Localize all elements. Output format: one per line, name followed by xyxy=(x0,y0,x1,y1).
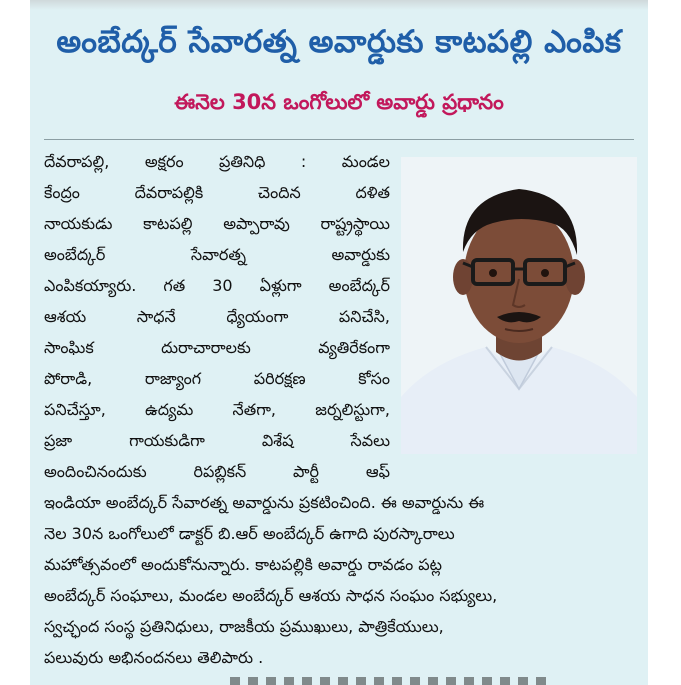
scan-edge xyxy=(30,0,648,10)
body-line: పలువురు అభినందనలు తెలిపారు . xyxy=(44,648,264,667)
headline: అంబేద్కర్ సేవారత్న అవార్డుకు కాటపల్లి ఎంపిక xyxy=(56,24,622,60)
portrait-photo-illustration xyxy=(401,157,637,454)
portrait-photo-icon xyxy=(401,157,637,454)
news-clipping xyxy=(30,0,648,685)
article-body-left xyxy=(44,146,390,487)
body-line: అంబేద్కర్ సంఘాలు, మండల అంబేద్కర్ ఆశయ సాధన సంఘం సభ్యులు, xyxy=(44,586,498,605)
body-line: మహోత్సవంలో అందుకోనున్నారు. కాటపల్లికి అవార్డు రావడం పట్ల xyxy=(44,555,443,574)
body-line: పోరాడి, రాజ్యాంగ పరిరక్షణ కోసం xyxy=(44,369,390,388)
body-line: ప్రజా గాయకుడిగా విశేష సేవలు xyxy=(44,431,390,450)
body-line: సాంఘిక దురాచారాలకు వ్యతిరేకంగా xyxy=(44,338,390,357)
body-line: దేవరాపల్లి, అక్షరం ప్రతినిధి : మండల xyxy=(44,152,390,171)
next-article-fragment xyxy=(230,677,550,685)
body-line: స్వచ్ఛంద సంస్థ ప్రతినిధులు, రాజకీయ ప్రముఖులు, పాత్రికేయులు, xyxy=(44,617,444,636)
divider xyxy=(44,139,634,140)
article-body-bottom xyxy=(44,487,636,673)
subheadline: ఈనెల 30న ఒంగోలులో అవార్డు ప్రధానం xyxy=(174,90,504,114)
body-line: అంబేద్కర్ సేవారత్న అవార్డుకు xyxy=(44,245,390,264)
body-line: ఎంపికయ్యారు. గత 30 ఏళ్లుగా అంబేద్కర్ xyxy=(44,276,390,295)
body-line: నెల 30న ఒంగోలులో డాక్టర్ బి.ఆర్ అంబేద్కర్ ఉగాది పురస్కారాలు xyxy=(44,524,455,543)
body-line: అందించినందుకు రిపబ్లికన్ పార్టీ ఆఫ్ xyxy=(44,462,390,481)
body-line: కేంద్రం దేవరాపల్లికి చెందిన దళిత xyxy=(44,183,390,202)
body-line: నాయకుడు కాటపల్లి అప్పారావు రాష్ట్రస్థాయి xyxy=(44,214,390,233)
body-line: ఆశయ సాధనే ధ్యేయంగా పనిచేసి, xyxy=(44,307,390,326)
body-line: పనిచేస్తూ, ఉద్యమ నేతగా, జర్నలిస్టుగా, xyxy=(44,400,390,419)
body-line: ఇండియా అంబేద్కర్ సేవారత్న అవార్డును ప్రకటించింది. ఈ అవార్డును ఈ xyxy=(44,493,485,512)
